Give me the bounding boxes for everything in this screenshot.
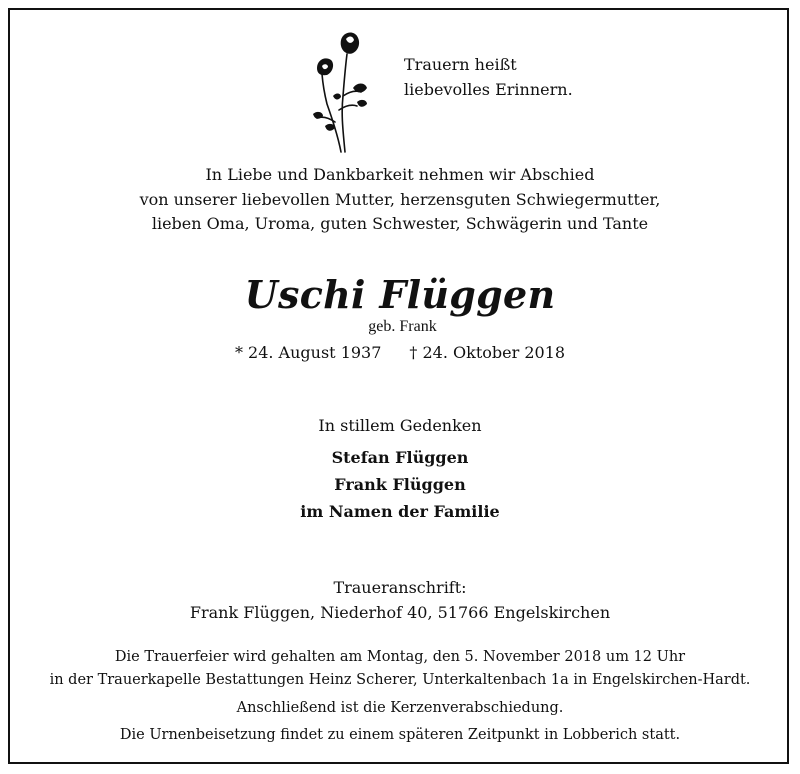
intro-text — [0, 163, 800, 237]
rose-icon — [305, 26, 371, 154]
service-note: Anschließend ist die Kerzenverabschiedung. — [236, 700, 564, 716]
deceased-name: Uschi Flüggen — [244, 272, 556, 317]
death-date: † 24. Oktober 2018 — [409, 343, 566, 362]
address-label: Traueranschrift: — [333, 578, 467, 597]
service-note: Die Urnenbeisetzung findet zu einem späteren Zeitpunkt in Lobberich statt. — [119, 727, 681, 743]
maiden-name — [0, 318, 800, 336]
motto-line: Trauern heißt — [404, 55, 517, 74]
intro-line: In Liebe und Dankbarkeit nehmen wir Abschied — [205, 165, 595, 184]
life-dates — [0, 343, 800, 362]
service-note: Die Trauerfeier wird gehalten am Montag, den 5. November 2018 um 12 Uhr — [114, 649, 686, 665]
service-note: in der Trauerkapelle Bestattungen Heinz Scherer, Unterkaltenbach 1a in Engelskirchen-Hardt. — [49, 672, 751, 688]
motto-line: liebevolles Erinnern. — [404, 80, 573, 99]
mourners-heading: In stillem Gedenken — [318, 416, 482, 435]
intro-line: lieben Oma, Uroma, guten Schwester, Schwägerin und Tante — [151, 214, 649, 233]
mourner-name: Frank Flüggen — [334, 475, 466, 494]
intro-line: von unserer liebevollen Mutter, herzensguten Schwiegermutter, — [139, 189, 661, 209]
birth-date: * 24. August 1937 — [234, 343, 382, 362]
motto — [404, 52, 573, 102]
address-value: Frank Flüggen, Niederhof 40, 51766 Engelskirchen — [189, 603, 611, 622]
maiden-name-text: geb. Frank — [368, 318, 437, 335]
mourner-family: im Namen der Familie — [300, 502, 500, 521]
mourner-name: Stefan Flüggen — [331, 448, 469, 467]
